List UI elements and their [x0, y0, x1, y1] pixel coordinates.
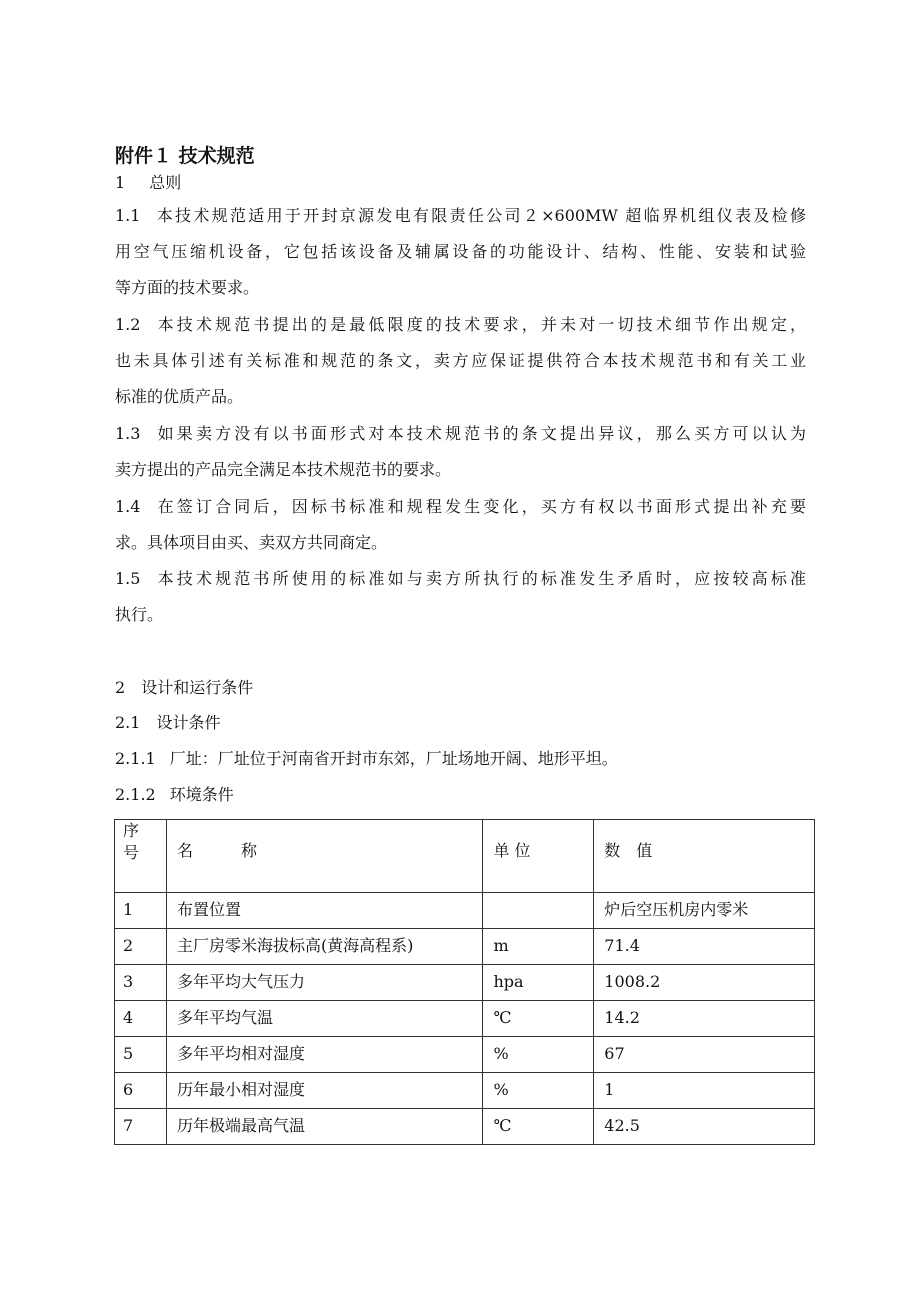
header-seq-bottom: 号 — [123, 843, 140, 862]
cell-unit: hpa — [483, 965, 594, 1001]
section-2-heading — [115, 677, 253, 699]
subsection-number: 2.1 — [115, 713, 141, 732]
clause-number: 1.3 — [115, 424, 141, 443]
table-row — [115, 1073, 815, 1109]
section-number: 1 — [115, 173, 126, 192]
cell-value: 14.2 — [594, 1001, 815, 1037]
clause-text: 本技术规范适用于开封京源发电有限责任公司２×600MW 超临界机组仪表及检修 — [154, 206, 806, 225]
clause-number: 1.2 — [115, 315, 141, 334]
clause-text: 在签订合同后，因标书标准和规程发生变化，买方有权以书面形式提出补充要 — [154, 497, 806, 516]
cell-value: 1008.2 — [594, 965, 815, 1001]
cell-seq: 7 — [115, 1109, 167, 1145]
cell-unit: ℃ — [483, 1109, 594, 1145]
cell-name: 历年最小相对湿度 — [166, 1073, 483, 1109]
clause-1-5-line-2: 执行。 — [115, 605, 164, 624]
cell-unit: % — [483, 1073, 594, 1109]
clause-1-2-line-2: 也未具体引述有关标准和规范的条文，卖方应保证提供符合本技术规范书和有关工业 — [115, 351, 806, 370]
subsection-title: 设计条件 — [156, 713, 221, 732]
clause-number: 1.1 — [115, 206, 141, 225]
header-seq — [115, 820, 167, 893]
table-row — [115, 929, 815, 965]
subsection-2-1-heading — [115, 712, 220, 734]
clause-1-4-line-1 — [115, 496, 806, 518]
cell-value: 炉后空压机房内零米 — [594, 893, 815, 929]
environment-conditions-table — [114, 819, 815, 1145]
clause-number: 1.5 — [115, 569, 141, 588]
table-row — [115, 1037, 815, 1073]
cell-name: 多年平均气温 — [166, 1001, 483, 1037]
cell-name: 主厂房零米海拔标高(黄海高程系) — [166, 929, 483, 965]
clause-text: 如果卖方没有以书面形式对本技术规范书的条文提出异议，那么买方可以认为 — [154, 424, 806, 443]
cell-seq: 1 — [115, 893, 167, 929]
section-title: 设计和运行条件 — [141, 678, 254, 697]
cell-unit: m — [483, 929, 594, 965]
cell-name: 多年平均相对湿度 — [166, 1037, 483, 1073]
cell-value: 67 — [594, 1037, 815, 1073]
clause-1-2-line-1 — [115, 314, 806, 336]
clause-2-1-2 — [115, 784, 234, 806]
table-row — [115, 1001, 815, 1037]
header-name: 名 称 — [166, 820, 483, 893]
clause-1-5-line-1 — [115, 568, 806, 590]
section-title: 总则 — [149, 173, 182, 192]
clause-1-1-line-2: 用空气压缩机设备，它包括该设备及辅属设备的功能设计、结构、性能、安装和试验 — [115, 242, 806, 261]
table-row — [115, 1109, 815, 1145]
table-header-row — [115, 820, 815, 893]
cell-unit: ℃ — [483, 1001, 594, 1037]
clause-1-4-line-2: 求。具体项目由买、卖双方共同商定。 — [115, 533, 388, 552]
clause-number: 1.4 — [115, 497, 141, 516]
header-value: 数 值 — [594, 820, 815, 893]
cell-name: 多年平均大气压力 — [166, 965, 483, 1001]
cell-seq: 5 — [115, 1037, 167, 1073]
clause-text: 本技术规范书提出的是最低限度的技术要求，并未对一切技术细节作出规定， — [154, 315, 806, 334]
cell-unit — [483, 893, 594, 929]
clause-1-1-line-3: 等方面的技术要求。 — [115, 278, 260, 297]
table-row — [115, 893, 815, 929]
cell-seq: 3 — [115, 965, 167, 1001]
clause-text: 环境条件 — [169, 785, 234, 804]
cell-name: 历年极端最高气温 — [166, 1109, 483, 1145]
cell-name: 布置位置 — [166, 893, 483, 929]
cell-value: 42.5 — [594, 1109, 815, 1145]
table-row — [115, 965, 815, 1001]
clause-1-2-line-3: 标准的优质产品。 — [115, 387, 244, 406]
clause-1-3-line-1 — [115, 423, 806, 445]
cell-unit: % — [483, 1037, 594, 1073]
cell-seq: 4 — [115, 1001, 167, 1037]
clause-number: 2.1.1 — [115, 749, 156, 768]
section-1-heading — [115, 172, 181, 194]
page-title: 附件１ 技术规范 — [115, 145, 255, 167]
header-unit: 单 位 — [483, 820, 594, 893]
clause-1-3-line-2: 卖方提出的产品完全满足本技术规范书的要求。 — [115, 460, 452, 479]
clause-2-1-1 — [115, 748, 618, 770]
cell-seq: 2 — [115, 929, 167, 965]
clause-text: 厂址：厂址位于河南省开封市东郊，厂址场地开阔、地形平坦。 — [169, 749, 618, 768]
clause-1-1-line-1 — [115, 205, 806, 227]
cell-value: 1 — [594, 1073, 815, 1109]
cell-value: 71.4 — [594, 929, 815, 965]
clause-number: 2.1.2 — [115, 785, 156, 804]
clause-text: 本技术规范书所使用的标准如与卖方所执行的标准发生矛盾时，应按较高标准 — [154, 569, 806, 588]
header-seq-top: 序 — [123, 821, 140, 840]
cell-seq: 6 — [115, 1073, 167, 1109]
section-number: 2 — [115, 678, 126, 697]
